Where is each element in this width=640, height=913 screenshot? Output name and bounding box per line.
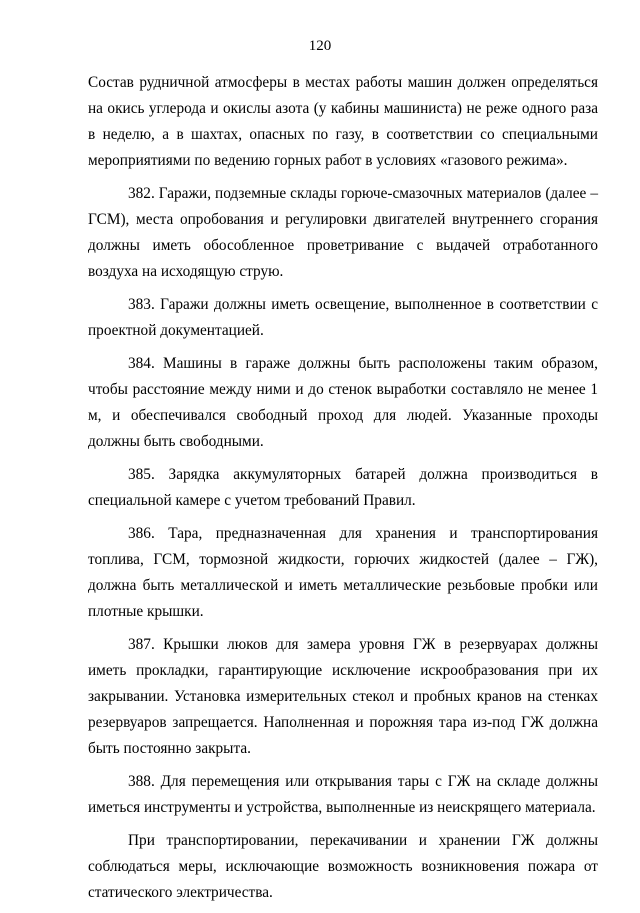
document-body bbox=[88, 70, 598, 913]
paragraph-static-electricity: При транспортировании, перекачивании и хранении ГЖ должны соблюдаться меры, исключающие возможность возникновения пожара от статического электричества. bbox=[88, 832, 598, 901]
paragraph-382: 382. Гаражи, подземные склады горюче-смазочных материалов (далее – ГСМ), места опробования и регулировки двигателей внутреннего сгорания должны иметь обособленное проветривание с выдачей отработанного воздуха на исходящую струю. bbox=[88, 185, 598, 280]
paragraph-atmosphere-control: Состав рудничной атмосферы в местах работы машин должен определяться на окись углерода и окислы азота (у кабины машиниста) не реже одного раза в неделю, а в шахтах, опасных по газу, в соответствии со специальными мероприятиями по ведению горных работ в условиях «газового режима». bbox=[88, 74, 598, 169]
page-number: 120 bbox=[308, 38, 332, 54]
paragraph-384: 384. Машины в гараже должны быть расположены таким образом, чтобы расстояние между ними и до стенок выработки составляло не менее 1 м, и обеспечивался свободный проход для людей. Указанные проходы должны быть свободными. bbox=[88, 355, 598, 450]
paragraph-386: 386. Тара, предназначенная для хранения и транспортирования топлива, ГСМ, тормозной жидкости, горючих жидкостей (далее – ГЖ), должна быть металлической и иметь металлические резьбовые пробки или плотные крышки. bbox=[88, 525, 598, 620]
paragraph-387: 387. Крышки люков для замера уровня ГЖ в резервуарах должны иметь прокладки, гарантирующие исключение искрообразования при их закрывании. Установка измерительных стекол и пробных кранов на стенках резервуаров запрещается. Наполненная и порожняя тара из-под ГЖ должна быть постоянно закрыта. bbox=[88, 636, 598, 757]
paragraph-385: 385. Зарядка аккумуляторных батарей должна производиться в специальной камере с учетом требований Правил. bbox=[88, 466, 598, 509]
paragraph-383: 383. Гаражи должны иметь освещение, выполненное в соответствии с проектной документацией. bbox=[88, 296, 598, 339]
paragraph-388: 388. Для перемещения или открывания тары с ГЖ на складе должны иметься инструменты и устройства, выполненные из неискрящего материала. bbox=[88, 773, 598, 816]
